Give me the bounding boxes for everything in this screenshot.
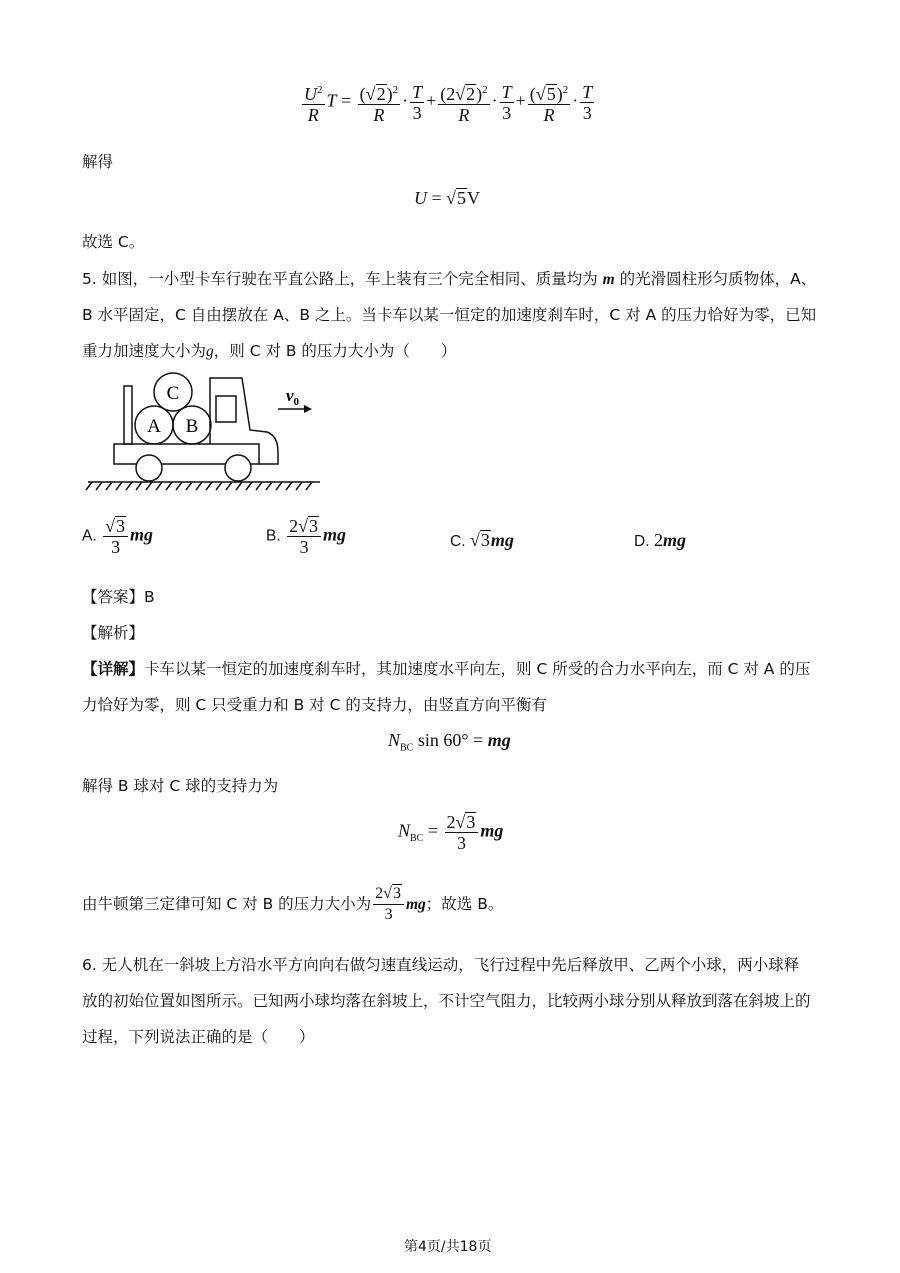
question-6-line-1: 6. 无人机在一斜坡上方沿水平方向向右做匀速直线运动，飞行过程中先后释放甲、乙两个小球，两小球释 — [82, 956, 800, 974]
equilibrium-formula: $N_{BC}$ sin 60° = mg — [388, 730, 511, 754]
front-wheel — [225, 455, 251, 481]
question-6-line-3: 过程，下列说法正确的是（ ） — [82, 1028, 315, 1046]
truck-diagram — [82, 372, 332, 497]
label-c: C — [166, 383, 180, 404]
newton-third-law-text: 由牛顿第三定律可知 C 对 B 的压力大小为 $\frac{2√3}{3}$ mg；故选 B。 — [82, 885, 504, 923]
question-5-line-3: 重力加速度大小为g，则 C 对 B 的压力大小为（ ） — [82, 342, 457, 360]
support-force-formula: $N_{BC}$ = $\frac{2√3}{3}$ mg — [398, 812, 504, 853]
question-5-line-2: B 水平固定，C 自由摆放在 A、B 之上。当卡车以某一恒定的加速度刹车时，C 对 A 的压力恰好为零，已知 — [82, 306, 817, 324]
voltage-result-formula: U = √5V — [414, 188, 481, 208]
analysis-label: 【解析】 — [82, 624, 145, 642]
option-c[interactable]: C. √3mg — [450, 530, 514, 550]
detail-line-2: 力恰好为零，则 C 只受重力和 B 对 C 的支持力，由竖直方向平衡有 — [82, 696, 547, 714]
label-b: B — [185, 416, 199, 437]
truck-cab — [210, 378, 278, 464]
cab-window — [216, 396, 236, 422]
rear-post — [124, 386, 132, 444]
power-equation-formula: $\frac{U^2}{R}$ T = $\frac{(√2)^2}{R}$ · $\frac{T}{3}$ + $\frac{(2√2)^2}{R}$ · $\frac{T}{3}$ + $\frac{(√5)^2}{R}$ · $\frac{T}{3}$ — [304, 82, 593, 125]
page-footer: 第4页/共18页 — [404, 1239, 492, 1255]
label-a: A — [147, 416, 161, 437]
detail-line-1: 【详解】卡车以某一恒定的加速度刹车时，其加速度水平向左，则 C 所受的合力水平向左，而 C 对 A 的压 — [82, 660, 811, 678]
solve-support-text: 解得 B 球对 C 球的支持力为 — [82, 777, 279, 795]
question-6-line-2: 放的初始位置如图所示。已知两小球均落在斜坡上，不计空气阻力，比较两小球分别从释放到落在斜坡上的 — [82, 992, 811, 1010]
velocity-label: $v_0$ — [286, 386, 300, 408]
choose-c-text: 故选 C。 — [82, 233, 145, 251]
question-5-line-1: 5. 如图，一小型卡车行驶在平直公路上，车上装有三个完全相同、质量均为 m 的光滑圆柱形匀质物体，A、 — [82, 270, 817, 288]
solve-label: 解得 — [82, 153, 114, 171]
velocity-arrowhead — [304, 405, 312, 413]
option-a[interactable]: A. $\frac{√3}{3}$ mg — [82, 516, 154, 557]
ground-hatching — [86, 482, 312, 490]
answer-label: 【答案】B — [82, 588, 155, 606]
rear-wheel — [136, 455, 162, 481]
option-b[interactable]: B. $\frac{2√3}{3}$ mg — [266, 516, 347, 557]
option-d[interactable]: D. 2mg — [634, 530, 687, 550]
